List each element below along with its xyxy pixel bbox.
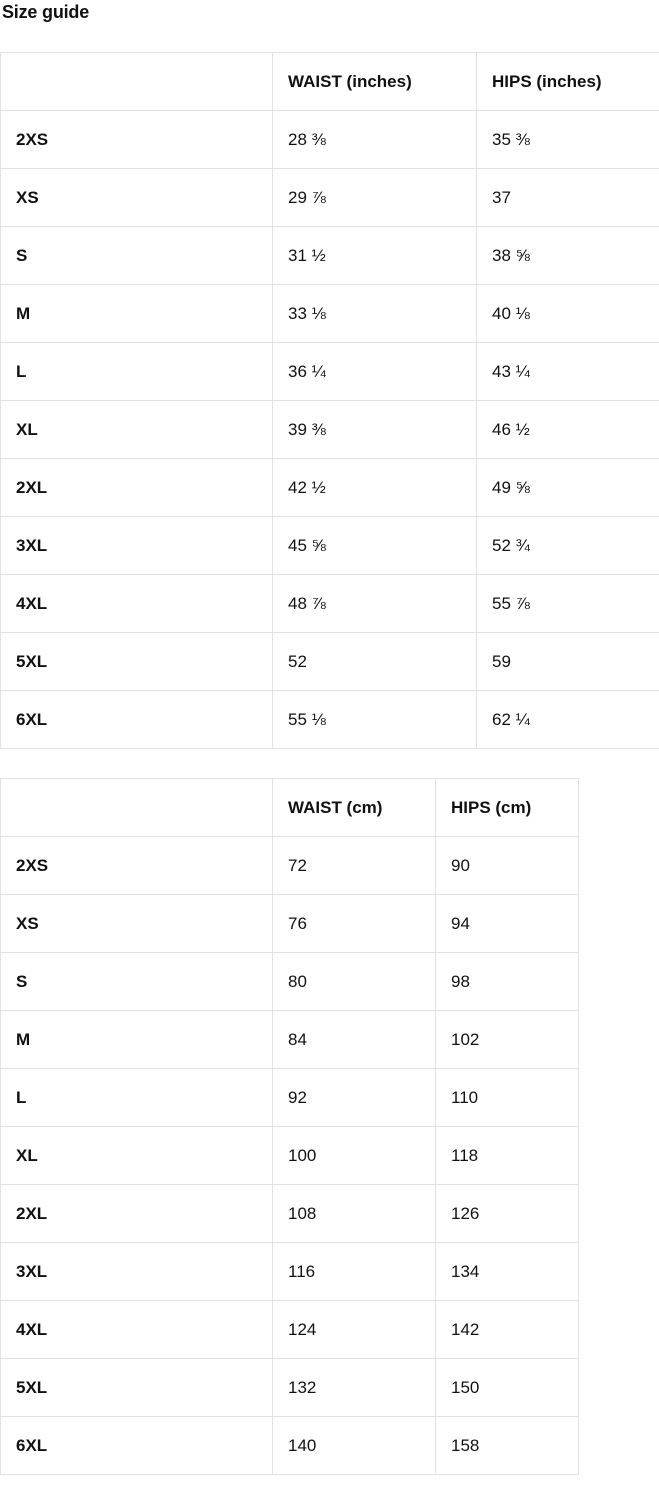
hips-value: 43 ¼ [477, 343, 659, 401]
waist-value: 29 ⅞ [273, 169, 477, 227]
size-label: 2XL [1, 459, 273, 517]
size-label: 2XS [1, 837, 273, 895]
table-row [1, 1127, 579, 1185]
waist-value: 42 ½ [273, 459, 477, 517]
hips-value: 38 ⅝ [477, 227, 659, 285]
size-label: 6XL [1, 1417, 273, 1475]
size-table-cm [0, 778, 579, 1475]
waist-value: 48 ⅞ [273, 575, 477, 633]
hips-value: 110 [436, 1069, 579, 1127]
size-label: 5XL [1, 633, 273, 691]
table-row [1, 401, 659, 459]
hips-value: 40 ⅛ [477, 285, 659, 343]
size-table-inches [0, 52, 659, 749]
size-label: 6XL [1, 691, 273, 749]
waist-column-header: WAIST (inches) [273, 53, 477, 111]
table-row [1, 227, 659, 285]
hips-value: 62 ¼ [477, 691, 659, 749]
table-row [1, 1359, 579, 1417]
page-title: Size guide [2, 2, 90, 22]
size-label: 3XL [1, 1243, 273, 1301]
table-row [1, 343, 659, 401]
table-row [1, 1069, 579, 1127]
size-label: XS [1, 169, 273, 227]
size-label: 2XS [1, 111, 273, 169]
table-row [1, 459, 659, 517]
hips-value: 134 [436, 1243, 579, 1301]
hips-value: 98 [436, 953, 579, 1011]
table-row [1, 953, 579, 1011]
hips-value: 46 ½ [477, 401, 659, 459]
hips-value: 102 [436, 1011, 579, 1069]
waist-value: 55 ⅛ [273, 691, 477, 749]
size-label: 4XL [1, 575, 273, 633]
waist-value: 31 ½ [273, 227, 477, 285]
hips-value: 142 [436, 1301, 579, 1359]
table-row [1, 1417, 579, 1475]
waist-column-header: WAIST (cm) [273, 779, 436, 837]
size-label: L [1, 343, 273, 401]
table-row [1, 691, 659, 749]
waist-value: 33 ⅛ [273, 285, 477, 343]
hips-value: 94 [436, 895, 579, 953]
size-label: XL [1, 401, 273, 459]
hips-value: 49 ⅝ [477, 459, 659, 517]
waist-value: 100 [273, 1127, 436, 1185]
table-row [1, 1011, 579, 1069]
size-label: 2XL [1, 1185, 273, 1243]
size-label: 3XL [1, 517, 273, 575]
table-row [1, 575, 659, 633]
size-label: S [1, 953, 273, 1011]
waist-value: 36 ¼ [273, 343, 477, 401]
table-row [1, 111, 659, 169]
hips-value: 59 [477, 633, 659, 691]
table-row [1, 837, 579, 895]
size-label: L [1, 1069, 273, 1127]
waist-value: 92 [273, 1069, 436, 1127]
waist-value: 52 [273, 633, 477, 691]
waist-value: 72 [273, 837, 436, 895]
hips-value: 55 ⅞ [477, 575, 659, 633]
hips-value: 35 ⅜ [477, 111, 659, 169]
waist-value: 28 ⅜ [273, 111, 477, 169]
size-column-header [1, 779, 273, 837]
header-row [1, 779, 579, 837]
waist-value: 132 [273, 1359, 436, 1417]
hips-value: 118 [436, 1127, 579, 1185]
table-row [1, 895, 579, 953]
hips-value: 126 [436, 1185, 579, 1243]
waist-value: 39 ⅜ [273, 401, 477, 459]
waist-value: 140 [273, 1417, 436, 1475]
hips-column-header: HIPS (inches) [477, 53, 659, 111]
table-row [1, 633, 659, 691]
size-label: M [1, 1011, 273, 1069]
size-label: 5XL [1, 1359, 273, 1417]
hips-column-header: HIPS (cm) [436, 779, 579, 837]
size-label: 4XL [1, 1301, 273, 1359]
waist-value: 80 [273, 953, 436, 1011]
waist-value: 108 [273, 1185, 436, 1243]
hips-value: 158 [436, 1417, 579, 1475]
table-row [1, 169, 659, 227]
size-label: XL [1, 1127, 273, 1185]
waist-value: 45 ⅝ [273, 517, 477, 575]
hips-value: 52 ¾ [477, 517, 659, 575]
table-row [1, 1301, 579, 1359]
waist-value: 84 [273, 1011, 436, 1069]
table-row [1, 285, 659, 343]
waist-value: 76 [273, 895, 436, 953]
hips-value: 90 [436, 837, 579, 895]
waist-value: 124 [273, 1301, 436, 1359]
header-row [1, 53, 659, 111]
hips-value: 150 [436, 1359, 579, 1417]
table-row [1, 517, 659, 575]
size-label: XS [1, 895, 273, 953]
waist-value: 116 [273, 1243, 436, 1301]
size-label: M [1, 285, 273, 343]
hips-value: 37 [477, 169, 659, 227]
table-row [1, 1243, 579, 1301]
table-row [1, 1185, 579, 1243]
size-column-header [1, 53, 273, 111]
size-label: S [1, 227, 273, 285]
